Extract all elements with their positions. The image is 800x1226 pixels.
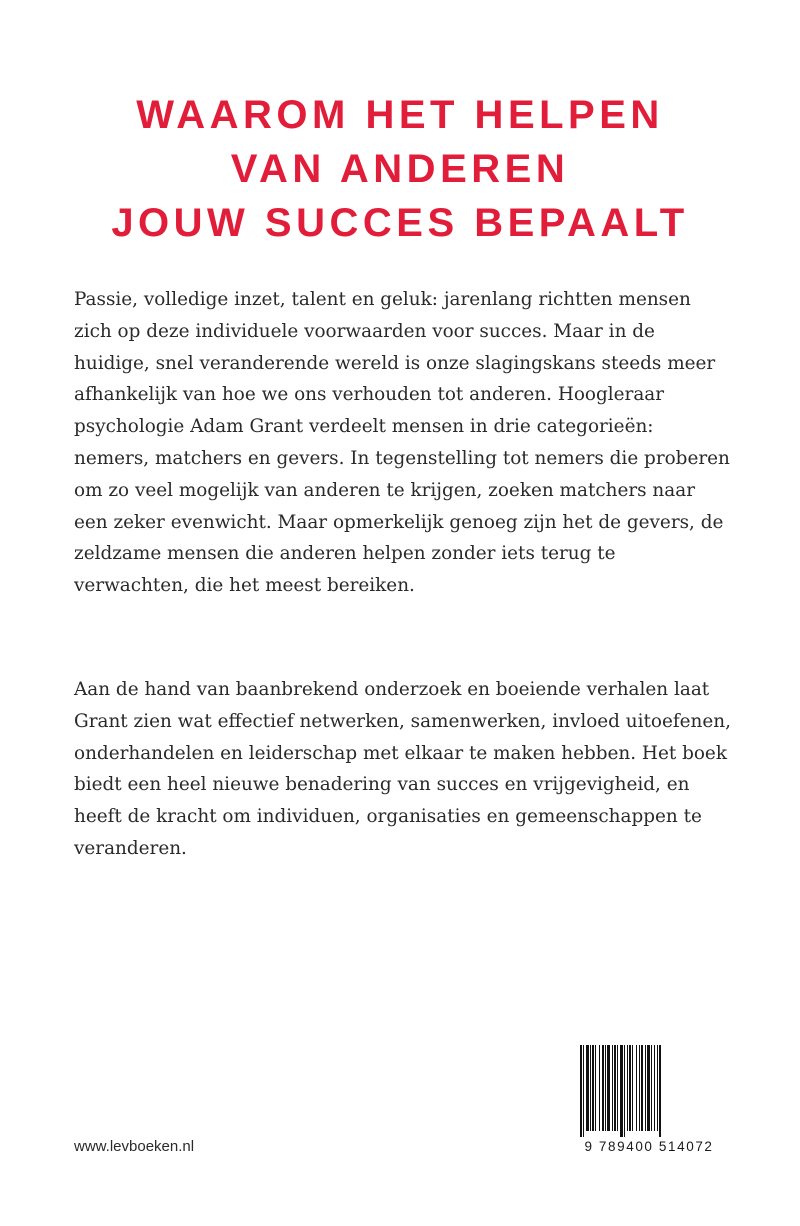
barcode-icon bbox=[579, 1045, 719, 1137]
headline-line-1: WAAROM HET HELPEN bbox=[136, 93, 664, 137]
publisher-website: www.levboeken.nl bbox=[74, 1138, 195, 1155]
headline-line-3: JOUW SUCCES BEPAALT bbox=[111, 201, 689, 245]
blurb-paragraph-1: Passie, volledige inzet, talent en geluk: jarenlang richtten mensen zich op deze individuele voorwaarden voor succes. Maar in de huidige, snel veranderende wereld is onze slagingskans steeds meer afhankelijk van hoe we ons verhouden tot anderen. Hoogleraar psychologie Adam Grant verdeelt mensen in drie categorieën: nemers, matchers en gevers. In tegenstelling tot nemers die proberen om zo veel mogelijk van anderen te krijgen, zoeken matchers naar een zeker evenwicht. Maar opmerkelijk genoeg zijn het de gevers, de zeldzame mensen die anderen helpen zonder iets terug te verwachten, die het meest bereiken. bbox=[74, 289, 730, 597]
headline-line-2: VAN ANDEREN bbox=[230, 147, 570, 191]
headline bbox=[0, 88, 800, 250]
isbn-number: 9 789400 514072 bbox=[584, 1139, 714, 1154]
isbn-barcode bbox=[573, 1043, 725, 1161]
blurb-paragraph-2: Aan de hand van baanbrekend onderzoek en boeiende verhalen laat Grant zien wat effectief netwerken, samenwerken, invloed uitoefenen, onderhandelen en leiderschap met elkaar te maken hebben. Het boek biedt een heel nieuwe benadering van succes en vrijgevigheid, en heeft de kracht om individuen, organisaties en gemeenschappen te veranderen. bbox=[74, 679, 731, 859]
